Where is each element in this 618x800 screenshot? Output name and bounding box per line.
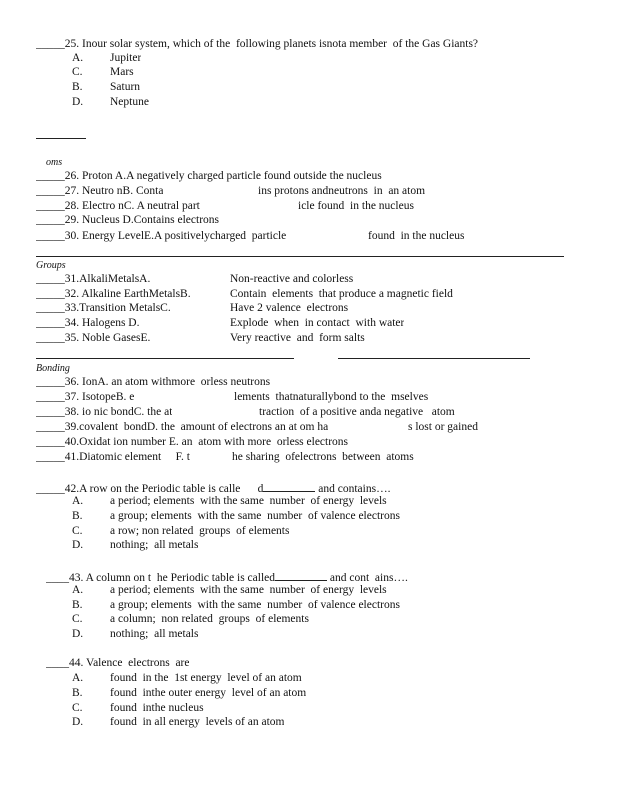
matching-row: _____36. IonA. an atom withmore orless neutrons [36,376,271,388]
q42-stem-end: and contains…. [315,483,391,494]
q43-option-text: a period; elements with the same number of energy levels [110,584,387,596]
answer-blank[interactable] [301,569,327,581]
matching-row: _____31.AlkaliMetalsA. [36,273,151,285]
q25-option-letter: C. [72,66,83,78]
divider [338,358,530,359]
q44-option-letter: C. [72,702,83,714]
matching-row-answer: Have 2 valence electrons [230,302,349,314]
question-25-stem: _____25. Inour solar system, which of the following planets isnota member of the Gas Giants? [36,38,479,50]
matching-row-fragment: ins protons andneutrons in an atom [258,185,426,197]
q25-option-text: Jupiter [110,52,142,64]
matching-row-fragment: he sharing ofelectrons between atoms [232,451,414,463]
matching-row: _____41.Diatomic element F. t [36,451,190,463]
q25-option-letter: A. [72,52,84,64]
matching-row: _____26. Proton A.A negatively charged particle found outside the nucleus [36,170,382,182]
q43-option-text: a group; elements with the same number of valence electrons [110,599,400,611]
q44-option-letter: A. [72,672,84,684]
q25-option-letter: D. [72,96,84,108]
q25-option-text: Mars [110,66,134,78]
q43-option-text: a column; non related groups of elements [110,613,309,625]
matching-row-fragment: lements thatnaturallybond to the mselves [234,391,429,403]
matching-row-answer: Explode when in contact with water [230,317,405,329]
answer-blank[interactable] [263,480,289,492]
q44-option-text: found inthe outer energy level of an atom [110,687,307,699]
q42-option-letter: A. [72,495,84,507]
matching-row-fragment: traction of a positive anda negative atom [259,406,455,418]
q42-option-text: a period; elements with the same number of energy levels [110,495,387,507]
matching-row: _____29. Nucleus D.Contains electrons [36,214,220,226]
divider [36,138,86,139]
q43-option-letter: B. [72,599,83,611]
q44-option-text: found in all energy levels of an atom [110,716,285,728]
q43-option-letter: D. [72,628,84,640]
divider [36,256,564,257]
matching-row: _____37. IsotopeB. e [36,391,135,403]
q44-option-letter: D. [72,716,84,728]
question-42-stem [36,480,390,494]
matching-row-fragment: icle found in the nucleus [298,200,414,212]
answer-blank[interactable] [275,569,301,581]
matching-row: _____39.covalent bondD. the amount of electrons an at om ha [36,421,329,433]
question-43-stem [46,569,408,583]
matching-row: _____38. io nic bondC. the at [36,406,173,418]
matching-row-answer: Very reactive and form salts [230,332,365,344]
matching-row: _____35. Noble GasesE. [36,332,151,344]
q43-stem-start: ____43. A column on t he Periodic table is called [46,572,276,583]
matching-row: _____40.Oxidat ion number E. an atom with more orless electrons [36,436,349,448]
q44-option-text: found inthe nucleus [110,702,204,714]
section-header-bonding: Bonding [36,363,70,374]
question-44-stem: ____44. Valence electrons are [46,657,190,669]
q42-option-text: nothing; all metals [110,539,199,551]
q42-option-letter: B. [72,510,83,522]
q42-option-letter: C. [72,525,83,537]
q43-option-text: nothing; all metals [110,628,199,640]
matching-row: _____28. Electro nC. A neutral part [36,200,200,212]
q43-stem-end: and cont ains…. [327,572,408,583]
q43-option-letter: A. [72,584,84,596]
q43-option-letter: C. [72,613,83,625]
answer-blank[interactable] [289,480,315,492]
q42-option-text: a row; non related groups of elements [110,525,290,537]
q25-option-letter: B. [72,81,83,93]
q42-option-letter: D. [72,539,84,551]
divider [36,358,294,359]
matching-row: _____27. Neutro nB. Conta [36,185,164,197]
matching-row-answer: Contain elements that produce a magnetic field [230,288,453,300]
q25-option-text: Neptune [110,96,149,108]
q44-option-letter: B. [72,687,83,699]
matching-row: _____34. Halogens D. [36,317,140,329]
section-header-groups: Groups [36,260,66,271]
matching-row: _____30. Energy LevelE.A positivelycharged particle [36,230,287,242]
matching-row: _____32. Alkaline EarthMetalsB. [36,288,191,300]
section-header-atoms: oms [46,157,63,168]
q25-option-text: Saturn [110,81,141,93]
matching-row: _____33.Transition MetalsC. [36,302,171,314]
matching-row-answer: Non-reactive and colorless [230,273,354,285]
q42-stem-start: _____42.A row on the Periodic table is calle d [36,483,264,494]
q44-option-text: found in the 1st energy level of an atom [110,672,302,684]
q42-option-text: a group; elements with the same number of valence electrons [110,510,400,522]
matching-row-fragment: found in the nucleus [368,230,465,242]
matching-row-fragment: s lost or gained [408,421,478,433]
